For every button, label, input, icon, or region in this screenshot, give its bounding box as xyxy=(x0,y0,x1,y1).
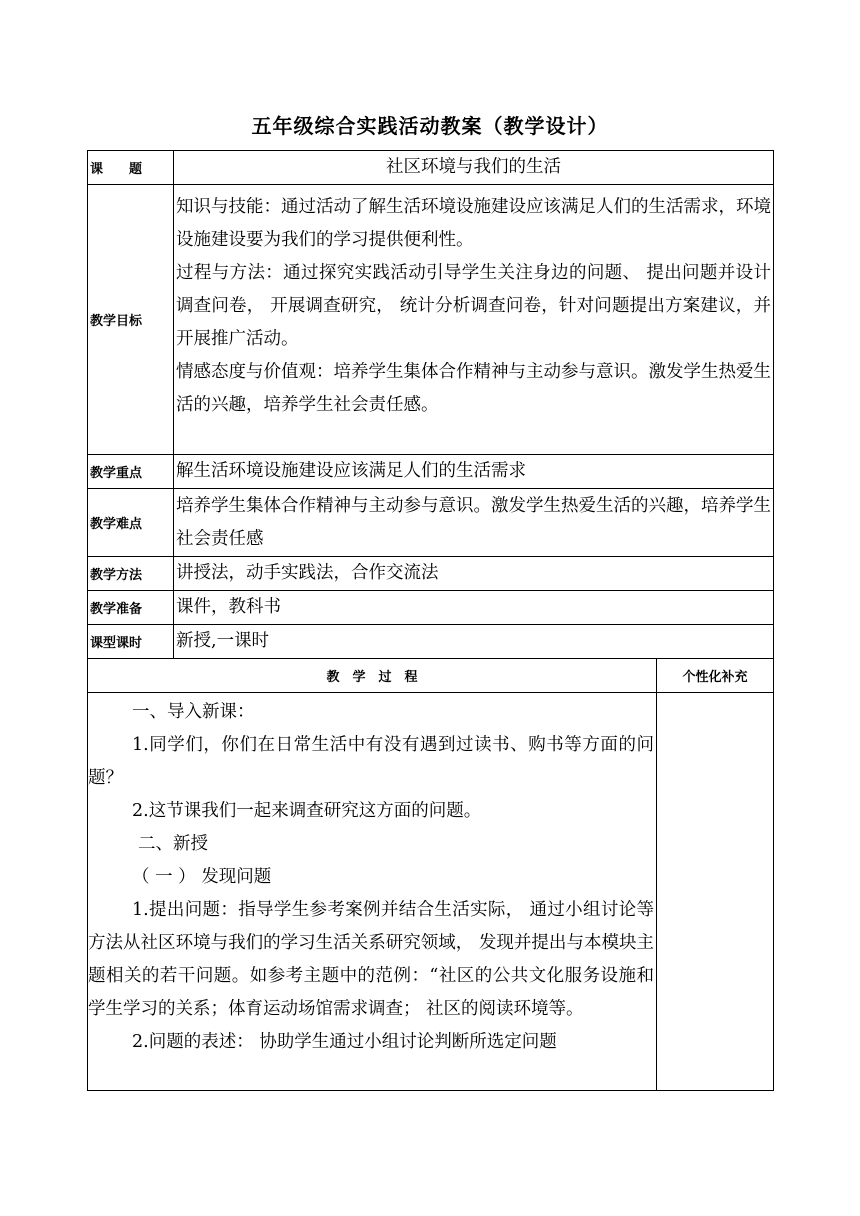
value-difficulties: 培养学生集体合作精神与主动参与意识。激发学生热爱生活的兴趣，培养学生社会责任感 xyxy=(174,489,774,557)
process-content xyxy=(88,693,657,1091)
document-title: 五年级综合实践活动教案（教学设计） xyxy=(251,114,609,138)
lesson-plan-table xyxy=(87,150,774,1091)
row-preparation xyxy=(88,591,774,625)
side-header: 个性化补充 xyxy=(657,659,774,693)
label-topic: 课 题 xyxy=(88,151,174,185)
row-process-header xyxy=(88,659,774,693)
process-paragraph: 一、导入新课： xyxy=(132,702,255,722)
goal-process: 过程与方法：通过探究实践活动引导学生关注身边的问题、 提出问题并设计调查问卷， 开展调查研究， 统计分析调查问卷，针对问题提出方案建议，并开展推广活动。 xyxy=(176,263,771,349)
row-process-body xyxy=(88,693,774,1091)
side-notes xyxy=(657,693,774,1091)
row-topic xyxy=(88,151,774,185)
row-goals xyxy=(88,185,774,455)
process-paragraph: 1.提出问题：指导学生参考案例并结合生活实际， 通过小组讨论等方法从社区环境与我们的学习生活关系研究领域， 发现并提出与本模块主题相关的若干问题。如参考主题中的范例：“社区的公共文化服务设施和学生学习的关系；体育运动场馆需求调查； 社区的阅读环境等。 xyxy=(88,900,654,1019)
label-goals: 教学目标 xyxy=(88,185,174,455)
label-difficulties: 教学难点 xyxy=(88,489,174,557)
label-preparation: 教学准备 xyxy=(88,591,174,625)
process-paragraph: 1.同学们，你们在日常生活中有没有遇到过读书、购书等方面的问题？ xyxy=(88,735,654,788)
value-methods: 讲授法，动手实践法，合作交流法 xyxy=(174,557,774,591)
value-key-points: 解生活环境设施建设应该满足人们的生活需求 xyxy=(174,455,774,489)
value-preparation: 课件，教科书 xyxy=(174,591,774,625)
process-paragraph: 2.这节课我们一起来调查研究这方面的问题。 xyxy=(132,801,482,821)
process-paragraph: 二、新授 xyxy=(138,834,208,854)
process-header: 教 学 过 程 xyxy=(88,659,657,693)
goal-emotion: 情感态度与价值观：培养学生集体合作精神与主动参与意识。激发学生热爱生活的兴趣，培养学生社会责任感。 xyxy=(176,362,771,415)
goal-knowledge: 知识与技能：通过活动了解生活环境设施建设应该满足人们的生活需求，环境设施建设要为我们的学习提供便利性。 xyxy=(176,197,771,250)
row-difficulties xyxy=(88,489,774,557)
row-methods xyxy=(88,557,774,591)
label-lesson-type: 课型课时 xyxy=(88,625,174,659)
value-goals xyxy=(174,185,774,455)
row-key-points xyxy=(88,455,774,489)
value-topic: 社区环境与我们的生活 xyxy=(174,151,774,185)
label-methods: 教学方法 xyxy=(88,557,174,591)
process-paragraph: 2.问题的表述： 协助学生通过小组讨论判断所选定问题 xyxy=(132,1032,557,1052)
value-lesson-type: 新授,一课时 xyxy=(174,625,774,659)
process-paragraph: （ 一 ） 发现问题 xyxy=(132,867,272,887)
label-key-points: 教学重点 xyxy=(88,455,174,489)
row-lesson-type xyxy=(88,625,774,659)
